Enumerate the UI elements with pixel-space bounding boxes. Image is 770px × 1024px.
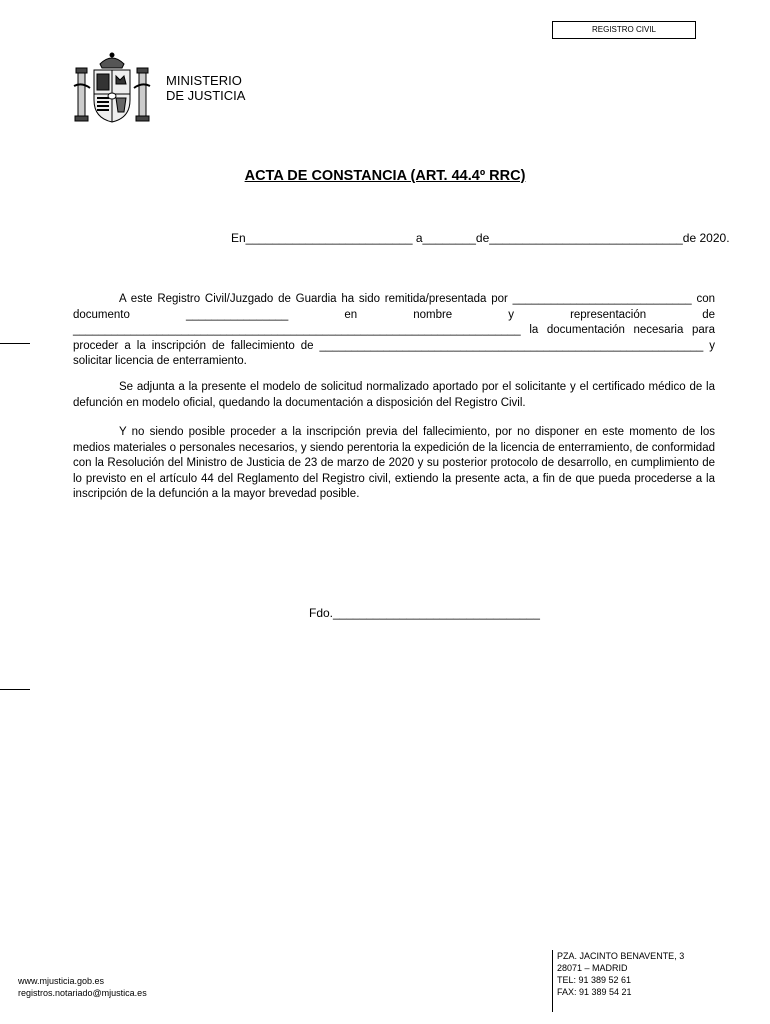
footer-address <box>552 950 684 1012</box>
ministry-line-1: MINISTERIO <box>166 73 242 88</box>
footer-fax: FAX: 91 389 54 21 <box>557 987 632 997</box>
coat-of-arms-icon <box>72 50 152 126</box>
signature-line: Fdo._______________________________ <box>309 606 540 620</box>
paragraph-3-text: Y no siendo posible proceder a la inscripción previa del fallecimiento, por no disponer en este momento de los medios materiales o personales necesarios, y siendo perentoria la expedición de la licencia de enterramiento, de conformidad con la Resolución del Ministro de Justicia de 23 de marzo de 2020 y su posterior protocolo de desarrollo, en cumplimiento de lo previsto en el artículo 44 del Reglamento del Registro civil, extiendo la presente acta, a fin de que pueda procederse a la inscripción de la defunción a la mayor brevedad posible. <box>73 426 715 500</box>
footer-website: www.mjusticia.gob.es <box>18 976 105 986</box>
footer-address-line-1: PZA. JACINTO BENAVENTE, 3 <box>557 951 685 961</box>
footer-address-line-2: 28071 – MADRID <box>557 963 628 973</box>
paragraph-1-text: A este Registro Civil/Juzgado de Guardia ha sido remitida/presentada por ____________________________ con documento ________________ en nombre y representación de ______________________________________________________________________ la documentación necesaria para proceder a la inscripción de fallecimiento de ____________________________________________________________ y solicitar licencia de enterramiento. <box>73 293 715 367</box>
footer-telephone: TEL: 91 389 52 61 <box>557 975 632 985</box>
footer-contact <box>18 975 147 999</box>
ministry-line-2: DE JUSTICIA <box>166 88 246 103</box>
date-line: En_________________________ a________de_____________________________de 2020. <box>231 231 730 245</box>
paragraph-2 <box>73 380 715 411</box>
margin-fold-mark <box>0 343 30 344</box>
document-title: ACTA DE CONSTANCIA (ART. 44.4º RRC) <box>244 168 526 184</box>
registro-civil-box <box>552 21 696 39</box>
paragraph-2-text: Se adjunta a la presente el modelo de solicitud normalizado aportado por el solicitante y el certificado médico de la defunción en modelo oficial, quedando la documentación a disposición del Registro Civil. <box>73 381 715 409</box>
ministry-name <box>166 73 245 103</box>
footer-email: registros.notariado@mjustica.es <box>18 988 147 998</box>
paragraph-3 <box>73 425 715 503</box>
registro-civil-label: REGISTRO CIVIL <box>591 25 656 34</box>
margin-fold-mark <box>0 689 30 690</box>
paragraph-1 <box>73 292 715 370</box>
